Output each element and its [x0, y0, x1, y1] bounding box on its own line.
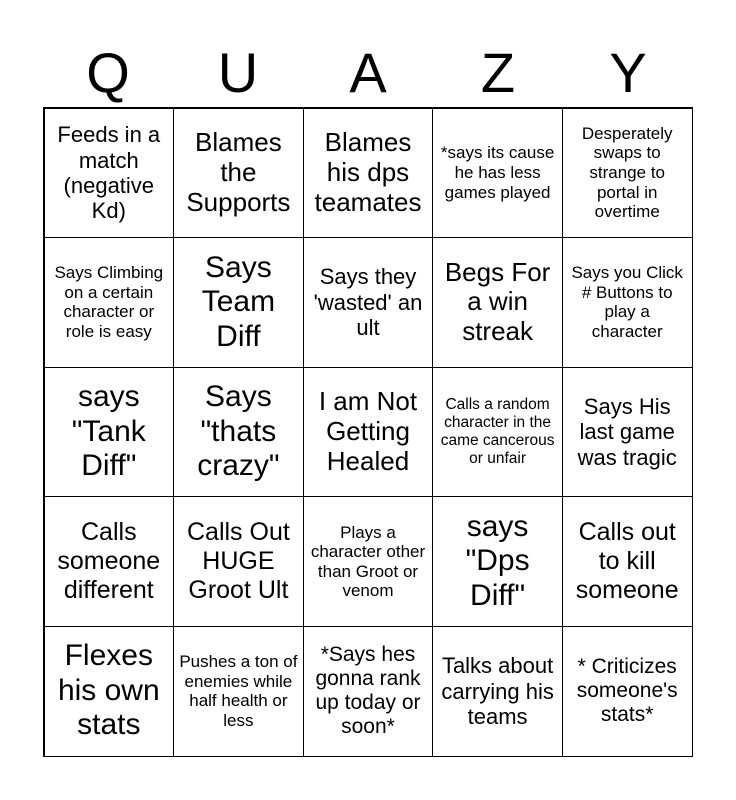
bingo-cell[interactable]: Says Climbing on a certain character or role is easy	[44, 237, 175, 368]
bingo-cell[interactable]: Plays a character other than Groot or venom	[303, 496, 434, 627]
bingo-cell[interactable]: Calls out to kill someone	[562, 496, 693, 627]
header-letter-y: Y	[609, 41, 647, 104]
bingo-cell[interactable]: Flexes his own stats	[44, 626, 175, 757]
bingo-cell[interactable]: Says "thats crazy"	[173, 367, 304, 498]
bingo-cell[interactable]: Blames his dps teamates	[303, 108, 434, 239]
bingo-cell[interactable]: Begs For a win streak	[432, 237, 563, 368]
bingo-cell[interactable]: Says you Click # Buttons to play a character	[562, 237, 693, 368]
bingo-cell[interactable]: Says Team Diff	[173, 237, 304, 368]
bingo-cell[interactable]: Talks about carrying his teams	[432, 626, 563, 757]
bingo-cell[interactable]: Says they 'wasted' an ult	[303, 237, 434, 368]
bingo-cell[interactable]: Feeds in a match (negative Kd)	[44, 108, 175, 239]
bingo-cell[interactable]: *Says hes gonna rank up today or soon*	[303, 626, 434, 757]
header-letter-z: Z	[480, 41, 516, 104]
bingo-board	[43, 107, 693, 757]
header-letter-u: U	[217, 41, 259, 104]
bingo-cell[interactable]: says "Tank Diff"	[44, 367, 175, 498]
bingo-cell[interactable]: Pushes a ton of enemies while half health or less	[173, 626, 304, 757]
bingo-cell[interactable]: Calls Out HUGE Groot Ult	[173, 496, 304, 627]
bingo-cell[interactable]: says "Dps Diff"	[432, 496, 563, 627]
bingo-cell[interactable]: Says His last game was tragic	[562, 367, 693, 498]
bingo-cell[interactable]: I am Not Getting Healed	[303, 367, 434, 498]
bingo-cell[interactable]: Calls someone different	[44, 496, 175, 627]
header-letter-a: A	[349, 41, 387, 104]
header-letter-q: Q	[86, 41, 130, 104]
bingo-cell[interactable]: * Criticizes someone's stats*	[562, 626, 693, 757]
bingo-header	[43, 38, 693, 108]
bingo-cell[interactable]: Desperately swaps to strange to portal in overtime	[562, 108, 693, 239]
bingo-cell[interactable]: Calls a random character in the came cancerous or unfair	[432, 367, 563, 498]
bingo-cell[interactable]: Blames the Supports	[173, 108, 304, 239]
bingo-cell[interactable]: *says its cause he has less games played	[432, 108, 563, 239]
